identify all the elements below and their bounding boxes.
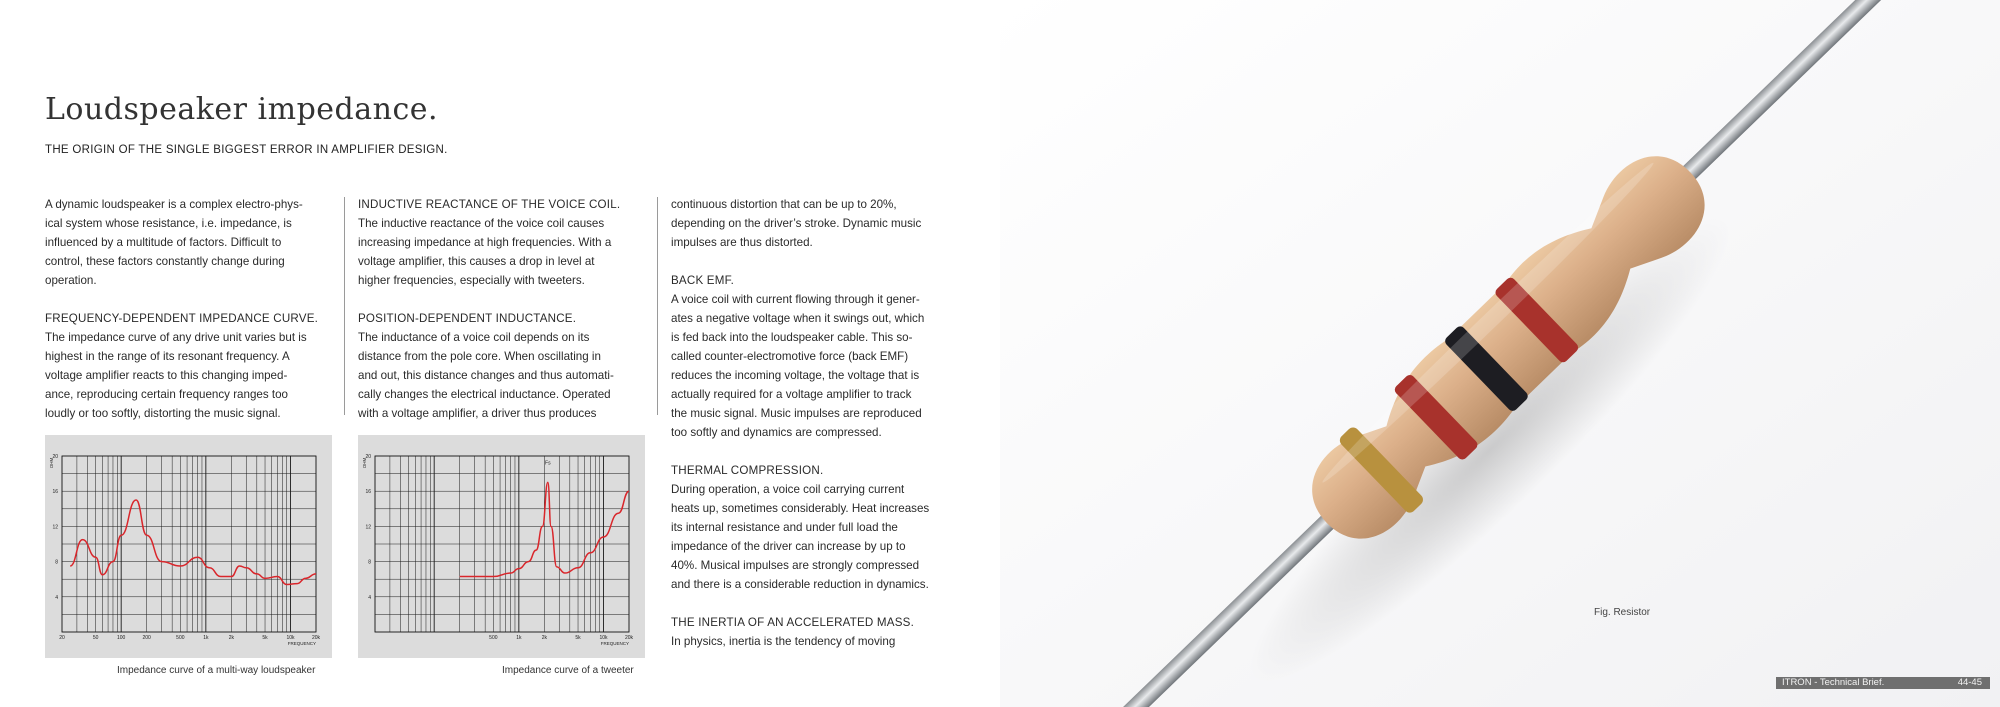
- text-column-1: [45, 195, 345, 442]
- column-divider: [657, 197, 658, 415]
- page-title: Loudspeaker impedance.: [45, 92, 439, 127]
- impedance-chart-multiway: [45, 435, 332, 658]
- paragraph: [45, 195, 345, 290]
- y-tick-label: 16: [52, 489, 58, 496]
- x-tick-label: 1k: [516, 635, 522, 641]
- y-tick-label: 16: [365, 489, 371, 496]
- section-heading: THE INERTIA OF AN ACCELERATED MASS.: [671, 616, 915, 629]
- page-subtitle: THE ORIGIN OF THE SINGLE BIGGEST ERROR IN AMPLIFIER DESIGN.: [45, 144, 448, 156]
- x-axis-label: FREQUENCY: [287, 641, 316, 646]
- paragraph: [671, 613, 981, 651]
- y-axis-label: OHM: [49, 457, 54, 469]
- x-tick-label: 20k: [624, 635, 634, 641]
- paragraph: [671, 271, 981, 442]
- resistor-photo: [1000, 0, 2000, 707]
- impedance-curve: [70, 500, 316, 584]
- section-heading: INDUCTIVE REACTANCE OF THE VOICE COIL.: [358, 198, 621, 211]
- x-tick-label: 20k: [311, 635, 321, 641]
- text-column-3: [671, 195, 981, 670]
- x-tick-label: 200: [142, 635, 151, 641]
- chart-svg: [358, 435, 645, 658]
- footer-title: ITRON - Technical Brief.: [1782, 677, 1885, 688]
- page-numbers: 44-45: [1957, 677, 1982, 688]
- paragraph-text: continuous distortion that can be up to 20%, depending on the driver’s stroke. Dynamic music impulses are thus distorted.: [671, 198, 922, 249]
- y-tick-label: 4: [368, 594, 371, 601]
- section-heading: THERMAL COMPRESSION.: [671, 464, 824, 477]
- x-tick-label: 10k: [286, 635, 295, 641]
- paragraph-text: A dynamic loudspeaker is a complex electro-phys- ical system whose resistance, i.e. impedance, is influenced by a multitude of factors. Difficult to control, these factors constantly change during operation.: [45, 198, 303, 287]
- paragraph-text: A voice coil with current flowing through it gener- ates a negative voltage when it swings out, which is fed back into the loudspeaker cable. This so- called counter-electromotive force (back EMF) reduces the incoming voltage, the voltage that is actually required for a voltage amplifier to track the music signal. Music impulses are reproduced too softly and dynamics are compressed.: [671, 293, 925, 439]
- figure-label: Fig. Resistor: [1594, 607, 1651, 618]
- x-tick-label: 2k: [541, 635, 547, 641]
- y-tick-label: 20: [365, 454, 371, 460]
- x-axis-label: FREQUENCY: [600, 641, 629, 646]
- paragraph-text: The impedance curve of any drive unit varies but is highest in the range of its resonant frequency. A voltage amplifier reacts to this changing imped- ance, reproducing certain frequency ranges too loudly or too softly, distorting the music signal.: [45, 331, 307, 420]
- y-tick-label: 8: [55, 559, 58, 566]
- x-tick-label: 50: [92, 635, 99, 641]
- chart-caption: Impedance curve of a tweeter: [502, 665, 634, 676]
- text-column-2: [358, 195, 658, 442]
- paragraph: [45, 309, 345, 423]
- impedance-chart-tweeter: [358, 435, 645, 658]
- paragraph-text: The inductive reactance of the voice coil causes increasing impedance at high frequencies. With a voltage amplifier, this causes a drop in level at higher frequencies, especially with tweeters.: [358, 217, 612, 287]
- section-heading: FREQUENCY-DEPENDENT IMPEDANCE CURVE.: [45, 312, 319, 325]
- resonance-annotation: Fs: [545, 460, 551, 467]
- column-divider: [344, 197, 345, 415]
- paragraph: [671, 195, 981, 252]
- x-tick-label: 10k: [599, 635, 608, 641]
- y-tick-label: 20: [52, 454, 58, 460]
- x-tick-label: 500: [176, 635, 185, 641]
- x-tick-label: 2k: [228, 635, 234, 641]
- x-tick-label: 5k: [575, 635, 581, 641]
- paragraph: [358, 195, 658, 290]
- y-axis-label: OHM: [362, 457, 367, 469]
- paragraph-text: The inductance of a voice coil depends on its distance from the pole core. When oscillating in and out, this distance changes and thus automati- cally changes the electrical inductance. Operated with a voltage amplifier, a driver thus produces: [358, 331, 614, 420]
- y-tick-label: 4: [55, 594, 58, 601]
- paragraph-text: In physics, inertia is the tendency of moving: [671, 635, 896, 648]
- paragraph-text: During operation, a voice coil carrying current heats up, sometimes considerably. Heat increases its internal resistance and under full load the impedance of the driver can increase by up to 40%. Musical impulses are strongly compressed and there is a considerable reduction in dynamics.: [671, 483, 930, 591]
- y-tick-label: 12: [52, 524, 58, 531]
- paragraph: [358, 309, 658, 423]
- section-heading: POSITION-DEPENDENT INDUCTANCE.: [358, 312, 577, 325]
- y-tick-label: 12: [365, 524, 371, 531]
- chart-caption: Impedance curve of a multi-way loudspeaker: [117, 665, 316, 676]
- page-footer: [1776, 677, 1990, 689]
- x-tick-label: 5k: [262, 635, 268, 641]
- section-heading: BACK EMF.: [671, 274, 735, 287]
- x-tick-label: 1k: [203, 635, 209, 641]
- x-tick-label: 100: [117, 635, 126, 641]
- paragraph: [671, 461, 981, 594]
- x-tick-label: 20: [59, 635, 65, 641]
- chart-svg: [45, 435, 332, 658]
- x-tick-label: 500: [489, 635, 498, 641]
- y-tick-label: 8: [368, 559, 371, 566]
